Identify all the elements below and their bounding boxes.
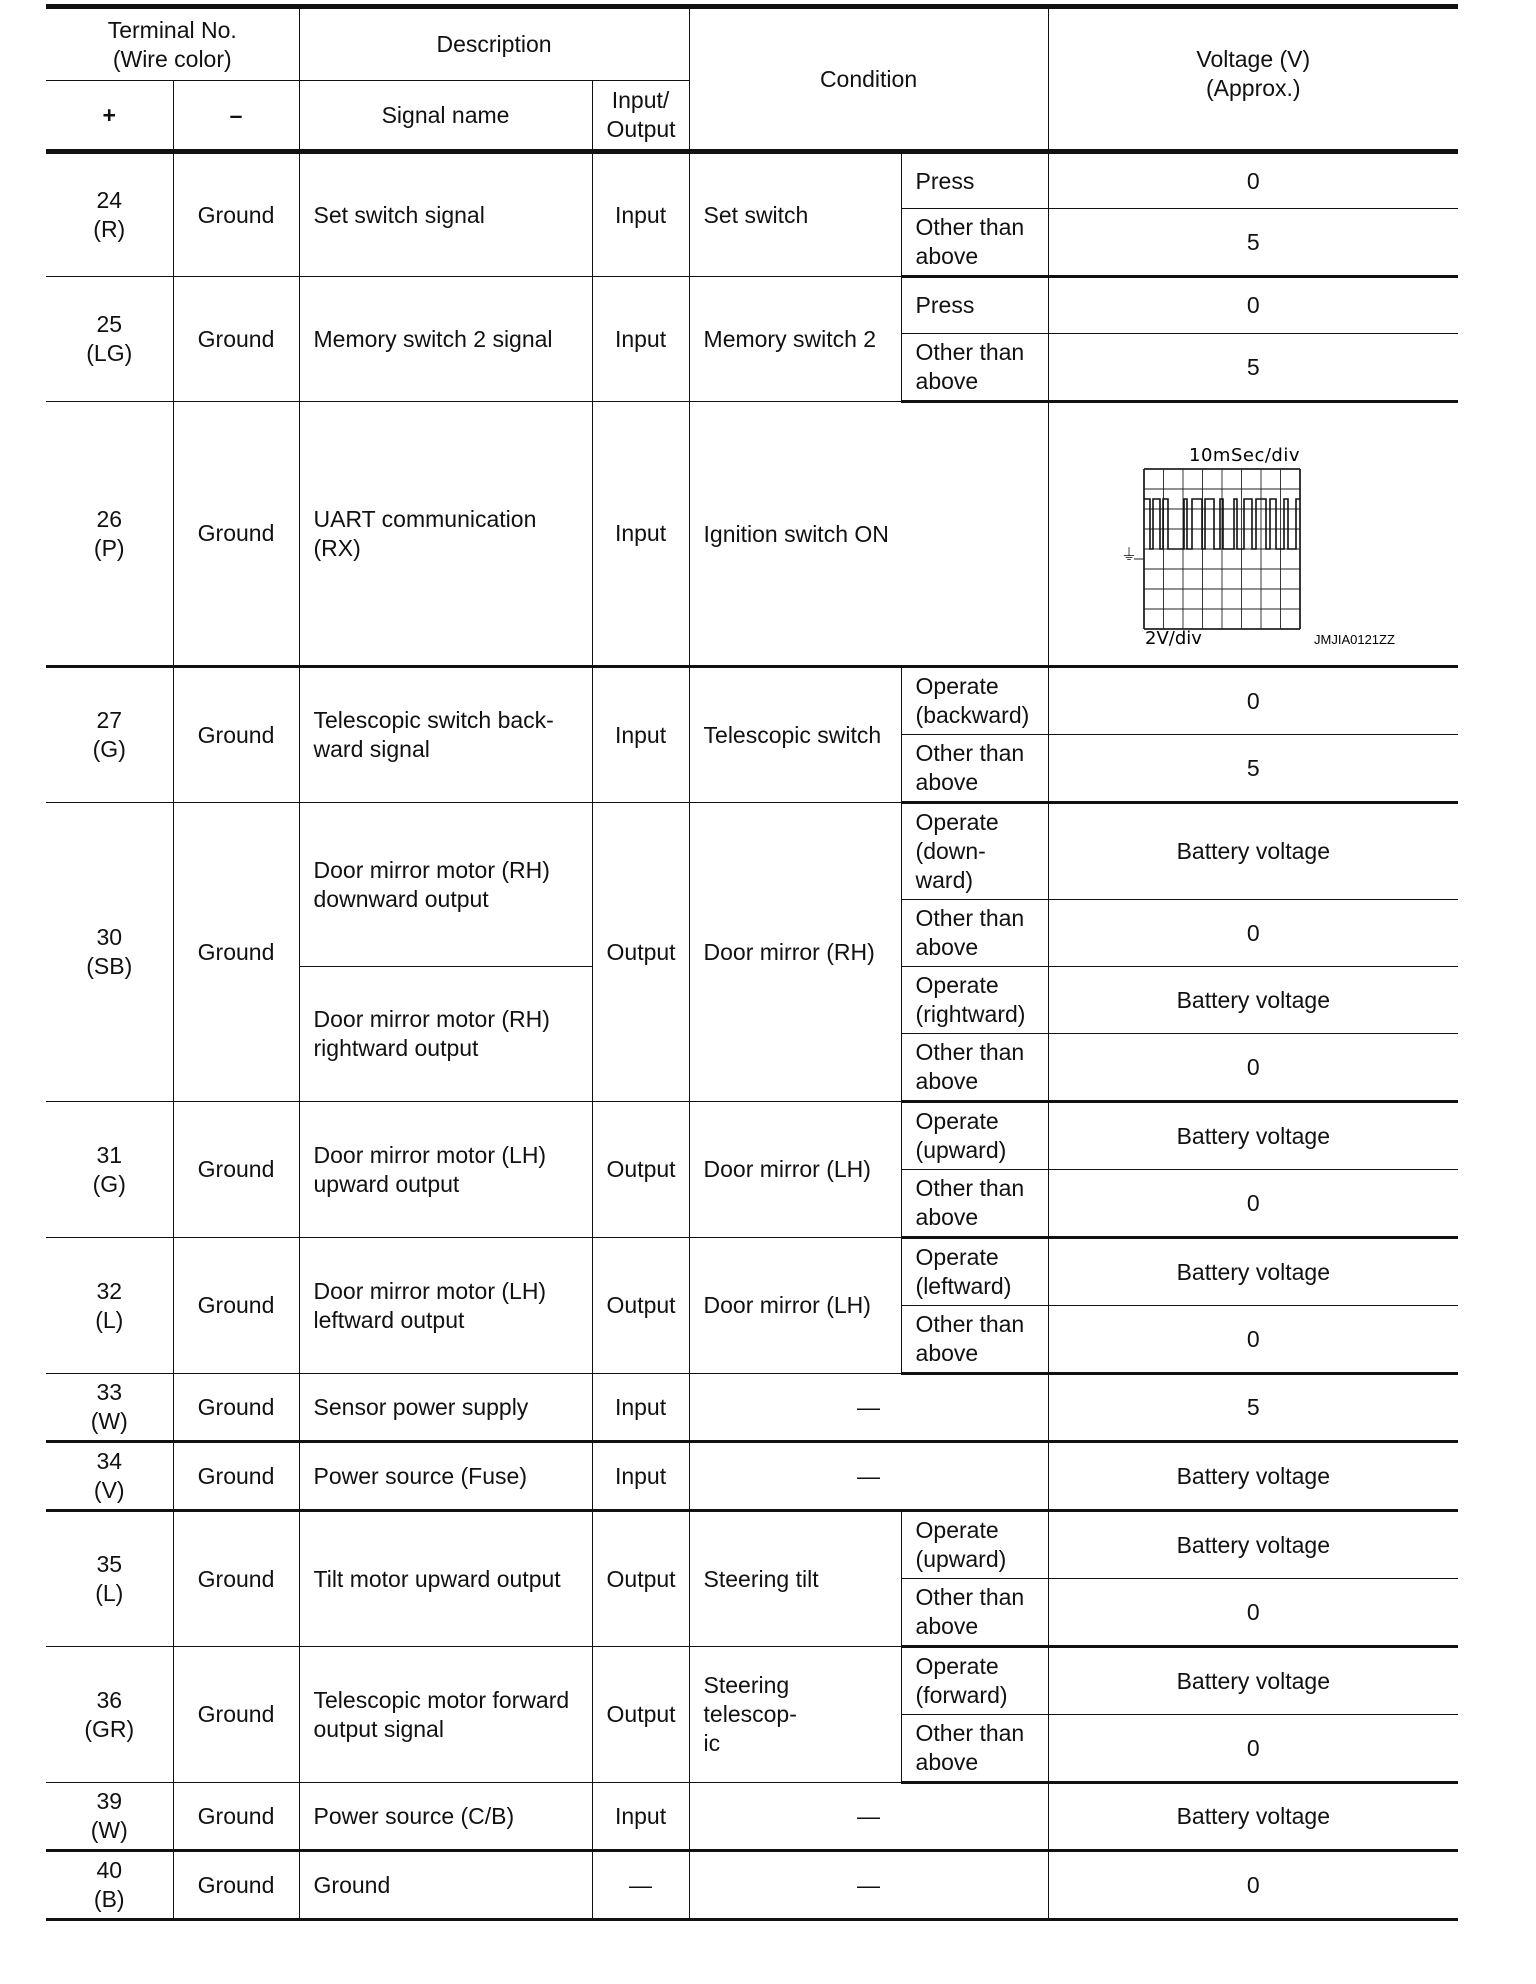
table-body — [46, 152, 1458, 1920]
terminal-plus: 26 (P) — [46, 402, 173, 667]
waveform-cell — [1048, 402, 1458, 667]
condition: Ignition switch ON — [689, 402, 1048, 667]
input-output: Input — [592, 1783, 689, 1851]
voltage-value: 5 — [1048, 1374, 1458, 1442]
voltage-value: 5 — [1048, 735, 1458, 803]
condition: Memory switch 2 — [689, 277, 901, 402]
signal-name: Door mirror motor (LH) leftward output — [299, 1238, 592, 1374]
ground-symbol-icon: ⏚ — [1120, 545, 1137, 564]
voltage-value: 0 — [1048, 1579, 1458, 1647]
header-signal-name: Signal name — [299, 81, 592, 152]
terminal-minus: Ground — [173, 277, 299, 402]
condition: Door mirror (LH) — [689, 1102, 901, 1238]
header-minus: – — [173, 81, 299, 152]
condition: — — [689, 1783, 1048, 1851]
input-output: Input — [592, 152, 689, 277]
signal-name: Telescopic motor forward output signal — [299, 1647, 592, 1783]
condition-state: Other than above — [901, 1170, 1048, 1238]
condition-state: Other than above — [901, 209, 1048, 277]
signal-name: Door mirror motor (RH) downward output — [299, 803, 592, 967]
header-plus: + — [46, 81, 173, 152]
terminal-minus: Ground — [173, 1374, 299, 1442]
condition-state: Other than above — [901, 1579, 1048, 1647]
voltage-value: 5 — [1048, 209, 1458, 277]
condition-state: Other than above — [901, 900, 1048, 967]
voltage-value: Battery voltage — [1048, 1238, 1458, 1306]
voltage-value: Battery voltage — [1048, 1647, 1458, 1715]
terminal-plus: 35 (L) — [46, 1511, 173, 1647]
condition-state: Operate (leftward) — [901, 1238, 1048, 1306]
voltage-value: Battery voltage — [1048, 1442, 1458, 1511]
signal-name: Power source (Fuse) — [299, 1442, 592, 1511]
header-condition: Condition — [689, 7, 1048, 152]
header-description: Description — [299, 7, 689, 81]
terminal-plus: 27 (G) — [46, 667, 173, 803]
voltage-value: 0 — [1048, 1034, 1458, 1102]
voltage-value: 0 — [1048, 277, 1458, 334]
header-input-output: Input/ Output — [592, 81, 689, 152]
voltage-value: Battery voltage — [1048, 1102, 1458, 1170]
condition: Steering tilt — [689, 1511, 901, 1647]
terminal-minus: Ground — [173, 1442, 299, 1511]
input-output: — — [592, 1851, 689, 1920]
terminal-minus: Ground — [173, 1851, 299, 1920]
terminal-minus: Ground — [173, 1102, 299, 1238]
header-voltage: Voltage (V) (Approx.) — [1048, 7, 1458, 152]
condition: — — [689, 1374, 1048, 1442]
condition: — — [689, 1851, 1048, 1920]
signal-name: Memory switch 2 signal — [299, 277, 592, 402]
condition-state: Operate (backward) — [901, 667, 1048, 735]
terminal-plus: 24 (R) — [46, 152, 173, 277]
input-output: Input — [592, 1442, 689, 1511]
condition-state: Operate (down- ward) — [901, 803, 1048, 900]
input-output: Output — [592, 1647, 689, 1783]
terminal-plus: 34 (V) — [46, 1442, 173, 1511]
table-row — [46, 402, 1458, 667]
terminal-minus: Ground — [173, 803, 299, 1102]
terminal-minus: Ground — [173, 1511, 299, 1647]
terminal-minus: Ground — [173, 152, 299, 277]
terminal-plus: 32 (L) — [46, 1238, 173, 1374]
condition: Steering telescop- ic — [689, 1647, 901, 1783]
table-row — [46, 1511, 1458, 1579]
table-row — [46, 667, 1458, 735]
voltage-value: 5 — [1048, 334, 1458, 402]
table-row — [46, 1442, 1458, 1511]
table-row — [46, 277, 1458, 334]
table-row — [46, 1851, 1458, 1920]
terminal-minus: Ground — [173, 1647, 299, 1783]
terminal-plus: 39 (W) — [46, 1783, 173, 1851]
terminal-plus: 25 (LG) — [46, 277, 173, 402]
input-output: Input — [592, 277, 689, 402]
voltage-value: 0 — [1048, 1715, 1458, 1783]
voltage-value: Battery voltage — [1048, 967, 1458, 1034]
voltage-value: 0 — [1048, 152, 1458, 209]
condition-state: Other than above — [901, 334, 1048, 402]
signal-name: Telescopic switch back- ward signal — [299, 667, 592, 803]
signal-name: Tilt motor upward output — [299, 1511, 592, 1647]
table-row — [46, 1238, 1458, 1306]
waveform-svg — [1049, 403, 1459, 665]
input-output: Input — [592, 1374, 689, 1442]
voltage-value: 0 — [1048, 1306, 1458, 1374]
voltage-value: 0 — [1048, 1851, 1458, 1920]
terminal-minus: Ground — [173, 667, 299, 803]
terminal-table — [46, 4, 1458, 1921]
input-output: Output — [592, 1511, 689, 1647]
terminal-plus: 30 (SB) — [46, 803, 173, 1102]
condition-state: Other than above — [901, 1306, 1048, 1374]
signal-name: Power source (C/B) — [299, 1783, 592, 1851]
input-output: Output — [592, 1238, 689, 1374]
input-output: Input — [592, 402, 689, 667]
signal-name: Set switch signal — [299, 152, 592, 277]
voltage-value: 0 — [1048, 667, 1458, 735]
signal-name: Ground — [299, 1851, 592, 1920]
condition-state: Operate (rightward) — [901, 967, 1048, 1034]
oscilloscope-waveform — [1049, 403, 1459, 665]
terminal-plus: 31 (G) — [46, 1102, 173, 1238]
condition-state: Operate (forward) — [901, 1647, 1048, 1715]
table-row — [46, 1647, 1458, 1715]
condition-state: Other than above — [901, 735, 1048, 803]
voltage-value: Battery voltage — [1048, 1783, 1458, 1851]
input-output: Output — [592, 803, 689, 1102]
condition-state: Operate (upward) — [901, 1511, 1048, 1579]
voltage-value: Battery voltage — [1048, 1511, 1458, 1579]
condition-state: Operate (upward) — [901, 1102, 1048, 1170]
condition: — — [689, 1442, 1048, 1511]
condition-state: Press — [901, 152, 1048, 209]
input-output: Input — [592, 667, 689, 803]
terminal-minus: Ground — [173, 1238, 299, 1374]
volt-div-label: 2V/div — [1144, 628, 1202, 649]
terminal-plus: 40 (B) — [46, 1851, 173, 1920]
terminal-minus: Ground — [173, 402, 299, 667]
table-row — [46, 1783, 1458, 1851]
terminal-plus: 33 (W) — [46, 1374, 173, 1442]
input-output: Output — [592, 1102, 689, 1238]
terminal-minus: Ground — [173, 1783, 299, 1851]
table-row — [46, 803, 1458, 900]
voltage-value: 0 — [1048, 900, 1458, 967]
condition: Telescopic switch — [689, 667, 901, 803]
signal-name: Door mirror motor (RH) rightward output — [299, 967, 592, 1102]
condition: Set switch — [689, 152, 901, 277]
signal-name: Sensor power supply — [299, 1374, 592, 1442]
voltage-value: Battery voltage — [1048, 803, 1458, 900]
terminal-plus: 36 (GR) — [46, 1647, 173, 1783]
condition-state: Other than above — [901, 1034, 1048, 1102]
signal-name: UART communication (RX) — [299, 402, 592, 667]
condition-state: Press — [901, 277, 1048, 334]
figure-code: JMJIA0121ZZ — [1313, 632, 1395, 647]
table-row — [46, 152, 1458, 209]
table-row — [46, 1374, 1458, 1442]
condition-state: Other than above — [901, 1715, 1048, 1783]
voltage-value: 0 — [1048, 1170, 1458, 1238]
terminal-spec-sheet — [46, 4, 1458, 1921]
condition: Door mirror (LH) — [689, 1238, 901, 1374]
header-terminal-no: Terminal No. (Wire color) — [46, 7, 299, 81]
table-row — [46, 1102, 1458, 1170]
time-div-label: 10mSec/div — [1188, 445, 1300, 466]
condition: Door mirror (RH) — [689, 803, 901, 1102]
signal-name: Door mirror motor (LH) upward output — [299, 1102, 592, 1238]
